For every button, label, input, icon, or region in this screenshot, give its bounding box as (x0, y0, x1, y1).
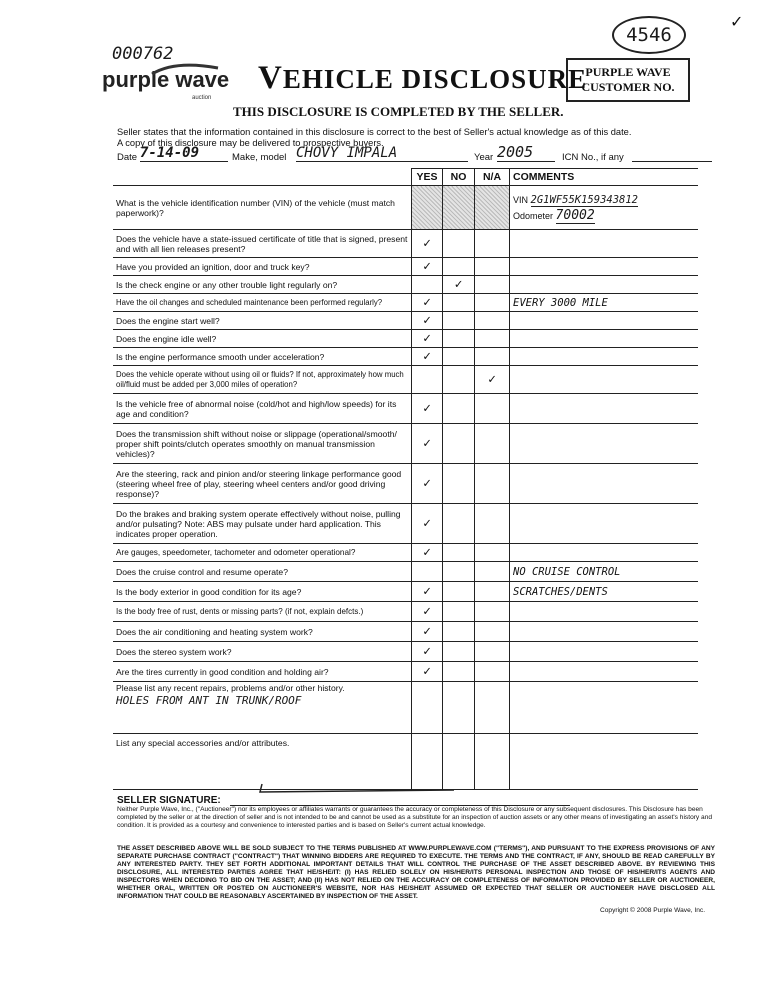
disclaimer: Neither Purple Wave, Inc., ("Auctioneer") nor its employees or affiliates warrants or guarantees the accuracy or completeness of this Disclosure or any subsequent disclosures. This Disclosure has been completed by the seller or at the direction of seller and is not intended to be and cannot be used as a substitute for an inspection of auction assets or any other means of investigating an asset's history and condition. It is provided as a courtesy and convenience to interested parties and is based on Seller's current actual knowledge. (117, 806, 713, 829)
comment-cell[interactable] (510, 642, 699, 662)
seller-signature-label: SELLER SIGNATURE: (117, 795, 221, 806)
vin-field[interactable]: 2G1WF55K159343812 (530, 193, 638, 206)
question-text: What is the vehicle identification number (VIN) of the vehicle (must match paperwork)? (113, 186, 412, 230)
question-text: Are the tires currently in good condition and holding air? (113, 662, 412, 682)
na-cell (475, 186, 510, 230)
yes-cell[interactable] (412, 562, 443, 582)
na-cell[interactable] (475, 622, 510, 642)
logo-wave-icon (150, 62, 220, 76)
logo-text: purple wave (102, 67, 230, 92)
question-text: Is the check engine or any other trouble light regularly on? (113, 276, 412, 294)
yes-cell[interactable]: ✓ (412, 504, 443, 544)
make-label: Make, model (232, 152, 287, 163)
no-cell[interactable] (443, 230, 475, 258)
comment-cell[interactable]: SCRATCHES/DENTS (510, 582, 699, 602)
comment-cell[interactable] (510, 366, 699, 394)
na-cell[interactable] (475, 504, 510, 544)
comment-cell[interactable] (510, 276, 699, 294)
na-cell[interactable] (475, 312, 510, 330)
comment-cell[interactable] (510, 394, 699, 424)
no-cell[interactable] (443, 330, 475, 348)
yes-cell[interactable] (412, 366, 443, 394)
na-cell[interactable] (475, 276, 510, 294)
yes-cell[interactable]: ✓ (412, 348, 443, 366)
yes-cell[interactable]: ✓ (412, 582, 443, 602)
yes-cell[interactable]: ✓ (412, 258, 443, 276)
signature-scribble-icon (258, 782, 458, 794)
comment-cell[interactable] (510, 682, 699, 734)
comment-cell[interactable] (510, 424, 699, 464)
disclosure-table (113, 168, 698, 790)
yes-cell[interactable]: ✓ (412, 230, 443, 258)
na-cell[interactable] (475, 602, 510, 622)
na-cell[interactable] (475, 582, 510, 602)
customer-number-box: PURPLE WAVE CUSTOMER NO. (566, 58, 690, 102)
no-header: NO (443, 169, 475, 186)
comment-cell[interactable] (510, 464, 699, 504)
na-cell[interactable] (475, 230, 510, 258)
yes-cell[interactable]: ✓ (412, 394, 443, 424)
question-text: Is the body free of rust, dents or missing parts? (if not, explain defcts.) (113, 602, 412, 622)
no-cell[interactable] (443, 366, 475, 394)
yes-cell (412, 186, 443, 230)
odometer-field[interactable]: 70002 (555, 207, 595, 223)
date-label: Date (117, 152, 138, 163)
no-cell[interactable] (443, 394, 475, 424)
no-cell[interactable]: ✓ (443, 276, 475, 294)
no-cell[interactable] (443, 294, 475, 312)
comment-cell[interactable]: NO CRUISE CONTROL (510, 562, 699, 582)
yes-cell[interactable]: ✓ (412, 330, 443, 348)
no-cell[interactable] (443, 424, 475, 464)
comment-cell[interactable] (510, 544, 699, 562)
comment-cell[interactable] (510, 258, 699, 276)
comment-cell[interactable] (510, 230, 699, 258)
yes-cell[interactable]: ✓ (412, 464, 443, 504)
repairs-label: Please list any recent repairs, problems and/or other history. (116, 683, 345, 693)
comment-cell[interactable] (510, 734, 699, 790)
na-cell[interactable] (475, 348, 510, 366)
yes-cell[interactable]: ✓ (412, 662, 443, 682)
no-cell (443, 682, 475, 734)
question-text: Does the transmission shift without noise or slippage (operational/smooth/ proper shift points/clutch operates smoothly on manual transmission vehicles)? (113, 424, 412, 464)
no-cell[interactable] (443, 348, 475, 366)
question-text: Is the vehicle free of abnormal noise (cold/hot and high/low speeds) for its age and condition? (113, 394, 412, 424)
comments-header: COMMENTS (510, 169, 699, 186)
question-text: Is the body exterior in good condition for its age? (113, 582, 412, 602)
na-cell[interactable] (475, 464, 510, 504)
question-text: Does the air conditioning and heating system work? (113, 622, 412, 642)
no-cell[interactable] (443, 544, 475, 562)
circled-customer-number: 4546 (612, 16, 686, 54)
terms-text: THE ASSET DESCRIBED ABOVE WILL BE SOLD SUBJECT TO THE TERMS PUBLISHED AT WWW.PURPLEWAVE.COM ("TERMS"), AND PURSUANT TO THE EXPRESS PROVISIONS OF ANY SEPARATE PURCHASE CONTRACT ("CONTRACT") THAT WINNING BIDDERS ARE REQUIRED TO EXECUTE. THE TERMS AND THE CONTRACT, IF ANY, SHOULD BE READ CAREFULLY BY ANY INTERESTED PARTY. THEY SET FORTH ADDITIONAL IMPORTANT DETAILS THAT WILL CONTROL THE PURCHASE OF THE ASSET DESCRIBED ABOVE. BY REVIEWING THIS DISCLOSURE, ALL INTERESTED PARTIES AGREE THAT HE/SHE/IT: (I) HAS RELIED SOLELY ON HIS/HER/ITS PERSONAL INSPECTION AND THOSE OF HIS/HER/ITS AGENTS AND INSPECTORS WHEN DECIDING TO BID ON THE ASSET; AND (II) HAS NOT RELIED ON THE ACCURACY OR COMPLETENESS OF INFORMATION PROVIDED BY SELLER OR AUCTIONEER, WHETHER ORAL, WRITTEN OR POSTED ON AUCTIONEER'S WEBSITE, NOR HAS HE/SHE/IT ASSUMED OR EXPECTED THAT SELLER OR AUCTIONEER HAVE DISCLOSED ALL INFORMATION THAT COULD BE REASONABLY ASCERTAINED BY INSPECTION OF THE ASSET. (117, 845, 715, 900)
comment-cell[interactable] (510, 504, 699, 544)
comment-cell[interactable] (510, 330, 699, 348)
no-cell[interactable] (443, 504, 475, 544)
vin-comment-cell: VIN 2G1WF55K159343812 Odometer 70002 (510, 186, 699, 230)
check-mark-icon: ✓ (730, 14, 744, 31)
question-text: Does the vehicle have a state-issued certificate of title that is signed, present and with all lien releases present? (113, 230, 412, 258)
yes-cell[interactable] (412, 276, 443, 294)
comment-cell[interactable] (510, 622, 699, 642)
yes-cell[interactable]: ✓ (412, 294, 443, 312)
question-text: Are gauges, speedometer, tachometer and odometer operational? (113, 544, 412, 562)
na-cell[interactable] (475, 330, 510, 348)
yes-cell[interactable]: ✓ (412, 424, 443, 464)
year-label: Year (474, 152, 494, 163)
page-title: VEHICLE DISCLOSURE (258, 60, 588, 96)
repairs-cell (113, 682, 412, 734)
yes-cell (412, 682, 443, 734)
na-cell[interactable] (475, 562, 510, 582)
question-header (113, 169, 412, 186)
yes-header: YES (412, 169, 443, 186)
date-field[interactable]: 7-14-09 (140, 145, 228, 162)
question-text: Does the stereo system work? (113, 642, 412, 662)
no-cell[interactable] (443, 662, 475, 682)
yes-cell[interactable]: ✓ (412, 544, 443, 562)
na-cell[interactable] (475, 544, 510, 562)
yes-cell[interactable]: ✓ (412, 602, 443, 622)
copyright: Copyright © 2008 Purple Wave, Inc. (600, 907, 706, 914)
logo-subtext: auction (192, 95, 212, 101)
year-field[interactable]: 2005 (497, 143, 555, 162)
icn-label: ICN No., if any (562, 152, 624, 163)
comment-cell[interactable]: EVERY 3000 MILE (510, 294, 699, 312)
question-text: Does the engine idle well? (113, 330, 412, 348)
comment-cell[interactable] (510, 602, 699, 622)
seller-statement: Seller states that the information contained in this disclosure is correct to the best of Seller's actual knowledge as of this date. A copy of this disclosure may be delivered to prospective buyers. (117, 127, 632, 148)
no-cell[interactable] (443, 258, 475, 276)
no-cell[interactable] (443, 464, 475, 504)
yes-cell[interactable]: ✓ (412, 312, 443, 330)
comment-cell[interactable] (510, 312, 699, 330)
yes-cell[interactable]: ✓ (412, 642, 443, 662)
question-text: Have you provided an ignition, door and truck key? (113, 258, 412, 276)
question-text: Does the vehicle operate without using oil or fluids? If not, approximately how much oil/fluid must be added per 3,000 miles of operation? (113, 366, 412, 394)
yes-cell[interactable]: ✓ (412, 622, 443, 642)
na-cell (475, 682, 510, 734)
repairs-field[interactable]: HOLES FROM ANT IN TRUNK/ROOF (116, 694, 302, 707)
icn-field[interactable] (632, 161, 712, 162)
na-cell[interactable] (475, 662, 510, 682)
na-cell[interactable] (475, 642, 510, 662)
question-text: Does the cruise control and resume operate? (113, 562, 412, 582)
accessories-label: List any special accessories and/or attributes. (116, 738, 290, 748)
make-model-field[interactable]: CHOVY IMPALA (296, 145, 468, 162)
na-cell[interactable] (475, 294, 510, 312)
question-text: Does the engine start well? (113, 312, 412, 330)
no-cell[interactable] (443, 602, 475, 622)
question-text: Have the oil changes and scheduled maintenance been performed regularly? (113, 294, 412, 312)
comment-cell[interactable] (510, 662, 699, 682)
subtitle: THIS DISCLOSURE IS COMPLETED BY THE SELLER. (233, 104, 564, 119)
na-cell[interactable] (475, 424, 510, 464)
na-cell[interactable]: ✓ (475, 366, 510, 394)
question-text: Do the brakes and braking system operate effectively without noise, pulling and/or pulsating? Note: ABS may pulsate under hard application. This indicates proper operation. (113, 504, 412, 544)
question-text: Is the engine performance smooth under acceleration? (113, 348, 412, 366)
no-cell[interactable] (443, 312, 475, 330)
no-cell[interactable] (443, 642, 475, 662)
na-cell[interactable] (475, 258, 510, 276)
na-cell (475, 734, 510, 790)
no-cell (443, 186, 475, 230)
question-text: Are the steering, rack and pinion and/or steering linkage performance good (steering wheel free of play, steering wheel centers and/or good driving response)? (113, 464, 412, 504)
no-cell[interactable] (443, 582, 475, 602)
na-cell[interactable] (475, 394, 510, 424)
na-header: N/A (475, 169, 510, 186)
handwritten-doc-number: 000762 (112, 44, 174, 64)
comment-cell[interactable] (510, 348, 699, 366)
no-cell[interactable] (443, 622, 475, 642)
no-cell[interactable] (443, 562, 475, 582)
